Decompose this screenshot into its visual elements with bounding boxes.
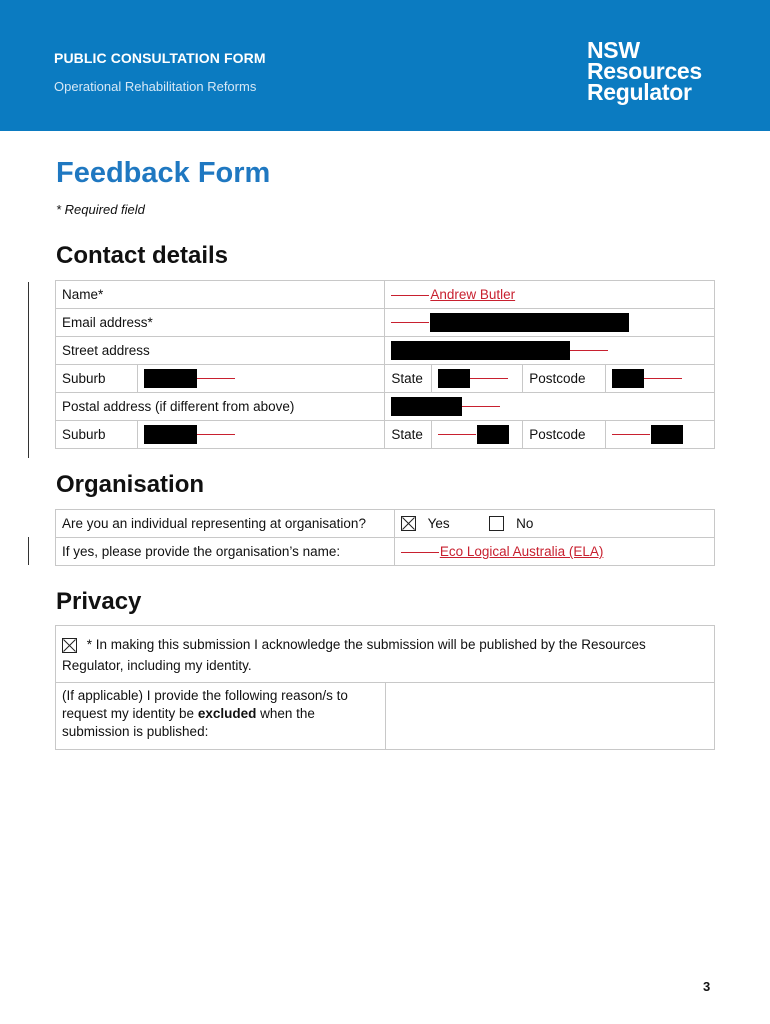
postcode-label: Postcode	[523, 365, 606, 393]
suburb2-field[interactable]	[137, 421, 384, 449]
suburb2-row	[56, 421, 715, 449]
org-name-prompt: If yes, please provide the organisation’s name:	[56, 538, 395, 566]
organisation-heading: Organisation	[56, 471, 205, 498]
redaction-block	[477, 425, 509, 444]
change-bar	[28, 537, 29, 565]
redaction-block	[612, 369, 644, 388]
name-value: Andrew Butler	[430, 287, 516, 302]
privacy-heading: Privacy	[56, 588, 142, 615]
email-row	[56, 309, 715, 337]
privacy-ack-cell	[56, 626, 715, 683]
contact-details-heading: Contact details	[56, 242, 229, 269]
privacy-reason-row	[56, 683, 715, 750]
privacy-table	[55, 625, 715, 750]
privacy-ack-text-line2: Regulator, including my identity.	[62, 658, 252, 673]
yes-checkbox[interactable]	[401, 516, 416, 531]
form-subtitle: Operational Rehabilitation Reforms	[54, 79, 257, 94]
page-number: 3	[703, 979, 711, 994]
page-title: Feedback Form	[56, 157, 271, 189]
postcode2-field[interactable]	[606, 421, 715, 449]
org-name-row	[56, 538, 715, 566]
org-answer	[394, 510, 714, 538]
redaction-block	[144, 425, 197, 444]
state-label: State	[385, 365, 432, 393]
state2-field[interactable]	[432, 421, 523, 449]
org-name-field[interactable]	[394, 538, 714, 566]
redaction-block	[391, 397, 462, 416]
privacy-reason-field[interactable]	[385, 683, 714, 750]
postal-field[interactable]	[385, 393, 715, 421]
form-type-title: PUBLIC CONSULTATION FORM	[54, 50, 266, 66]
no-label: No	[516, 515, 534, 531]
required-note: * Required field	[56, 202, 145, 217]
redaction-block	[651, 425, 683, 444]
privacy-ack-row	[56, 626, 715, 683]
no-checkbox[interactable]	[489, 516, 504, 531]
redaction-block	[144, 369, 197, 388]
org-question-row	[56, 510, 715, 538]
suburb-row	[56, 365, 715, 393]
organisation-table	[55, 509, 715, 566]
privacy-reason-prompt: (If applicable) I provide the following reason/s to request my identity be excluded when the submission is published:	[56, 683, 386, 750]
contact-table	[55, 280, 715, 449]
header-banner	[0, 0, 770, 131]
suburb2-label: Suburb	[56, 421, 138, 449]
org-name-value: Eco Logical Australia (ELA)	[439, 544, 604, 559]
street-label: Street address	[56, 337, 385, 365]
redaction-block	[391, 341, 570, 360]
name-label: Name*	[56, 281, 385, 309]
name-row	[56, 281, 715, 309]
privacy-ack-text-line1: * In making this submission I acknowledge the submission will be published by the Resources	[86, 637, 646, 652]
suburb-label: Suburb	[56, 365, 138, 393]
privacy-ack-checkbox[interactable]	[62, 638, 77, 653]
redaction-block	[430, 313, 629, 332]
postcode-field[interactable]	[606, 365, 715, 393]
state-field[interactable]	[432, 365, 523, 393]
postal-row	[56, 393, 715, 421]
yes-label: Yes	[427, 515, 450, 531]
state2-label: State	[385, 421, 432, 449]
postal-label: Postal address (if different from above)	[56, 393, 385, 421]
email-label: Email address*	[56, 309, 385, 337]
nsw-resources-regulator-logo: NSW Resources Regulator	[587, 37, 702, 105]
postcode2-label: Postcode	[523, 421, 606, 449]
redaction-block	[438, 369, 470, 388]
change-bar	[28, 282, 29, 458]
street-field[interactable]	[385, 337, 715, 365]
name-field[interactable]	[385, 281, 715, 309]
org-question: Are you an individual representing at organisation?	[56, 510, 395, 538]
street-row	[56, 337, 715, 365]
email-field[interactable]	[385, 309, 715, 337]
suburb-field[interactable]	[137, 365, 384, 393]
